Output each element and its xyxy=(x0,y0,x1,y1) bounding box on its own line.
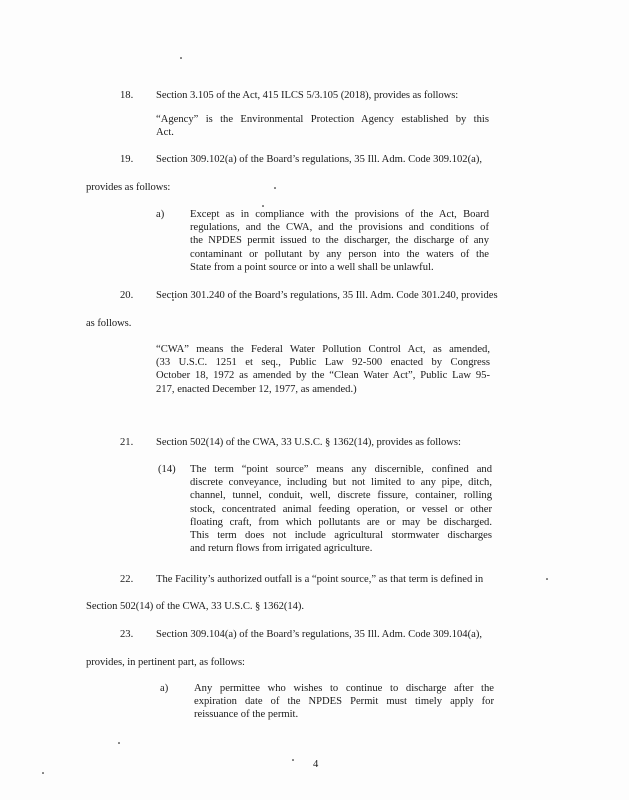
item-lead-text: Section 502(14) of the CWA, 33 U.S.C. § 1362(14), provides as follows: xyxy=(156,437,461,448)
quoted-regulation xyxy=(194,682,494,722)
item-number: 23. xyxy=(120,629,134,640)
item-lead-text xyxy=(156,628,539,641)
quote-line: regulations, and the CWA, and the provisions and conditions of xyxy=(190,222,489,234)
scan-speck xyxy=(42,772,44,774)
quote-line: “CWA” means the Federal Water Pollution Control Act, as amended, xyxy=(156,344,490,355)
quoted-statute xyxy=(190,463,492,555)
scan-speck xyxy=(292,759,294,761)
item-number: 19. xyxy=(120,154,134,165)
quote-line: October 18, 1972 as amended by the “Clean Water Act”, Public Law 95- xyxy=(156,370,490,382)
quote-line: stock, concentrated animal feeding operation, or vessel or other xyxy=(190,503,492,515)
quote-line: The term “point source” means any discernible, confined and xyxy=(190,464,492,475)
quote-line: Except as in compliance with the provisions of the Act, Board xyxy=(190,209,489,220)
item-lead-text xyxy=(156,153,539,166)
quoted-definition xyxy=(156,113,489,139)
item-lead-continuation: provides as follows: xyxy=(86,182,171,193)
item-number: 21. xyxy=(120,437,134,448)
quoted-definition xyxy=(156,343,490,396)
quote-line: 217, enacted December 12, 1977, as amended.) xyxy=(156,383,357,395)
lead-line: Section 309.102(a) of the Board’s regulations, 35 Ill. Adm. Code 309.102(a), xyxy=(156,154,482,165)
item-lead-text: Section 3.105 of the Act, 415 ILCS 5/3.105 (2018), provides as follows: xyxy=(156,90,459,101)
scan-speck xyxy=(262,205,264,207)
quote-line: and return flows from irrigated agriculture. xyxy=(190,543,373,555)
quote-label: a) xyxy=(156,209,165,220)
item-number: 20. xyxy=(120,290,134,301)
quote-line: contaminant or pollutant by any person into the waters of the xyxy=(190,248,489,260)
item-lead-continuation: Section 502(14) of the CWA, 33 U.S.C. § 1362(14). xyxy=(86,601,304,612)
lead-line: Section 301.240 of the Board’s regulations, 35 Ill. Adm. Code 301.240, provides xyxy=(156,290,498,301)
quote-line: This term does not include agricultural stormwater discharges xyxy=(190,530,492,542)
lead-line: Section 309.104(a) of the Board’s regulations, 35 Ill. Adm. Code 309.104(a), xyxy=(156,629,482,640)
item-lead-text xyxy=(156,573,539,586)
scan-speck xyxy=(180,57,182,59)
item-number: 18. xyxy=(120,90,134,101)
quote-label: (14) xyxy=(158,464,176,475)
scan-speck xyxy=(274,187,276,189)
quoted-regulation xyxy=(190,208,489,274)
item-lead-text xyxy=(156,289,539,302)
item-lead-continuation: as follows. xyxy=(86,318,132,329)
page-number: 4 xyxy=(313,759,319,770)
quote-line: expiration date of the NPDES Permit must timely apply for xyxy=(194,696,494,708)
quote-line: State from a point source or into a well shall be unlawful. xyxy=(190,261,434,273)
quote-line: the NPDES permit issued to the discharger, the discharge of any xyxy=(190,235,489,247)
quote-label: a) xyxy=(160,683,169,694)
quote-line: discrete conveyance, including but not limited to any pipe, ditch, xyxy=(190,477,492,489)
scan-speck xyxy=(118,742,120,744)
scan-speck xyxy=(546,578,548,580)
quote-line: floating craft, from which pollutants are or may be discharged. xyxy=(190,516,492,528)
quote-line: Any permittee who wishes to continue to discharge after the xyxy=(194,683,494,694)
item-number: 22. xyxy=(120,574,134,585)
quote-line: reissuance of the permit. xyxy=(194,709,299,721)
item-lead-continuation: provides, in pertinent part, as follows: xyxy=(86,657,245,668)
quote-line: (33 U.S.C. 1251 et seq., Public Law 92-500 enacted by Congress xyxy=(156,357,490,369)
lead-line: The Facility’s authorized outfall is a “point source,” as that term is defined in xyxy=(156,574,484,585)
quote-line: channel, tunnel, conduit, well, discrete fissure, container, rolling xyxy=(190,490,492,502)
quote-line: Act. xyxy=(156,127,174,139)
quote-line: “Agency” is the Environmental Protection Agency established by this xyxy=(156,114,489,125)
